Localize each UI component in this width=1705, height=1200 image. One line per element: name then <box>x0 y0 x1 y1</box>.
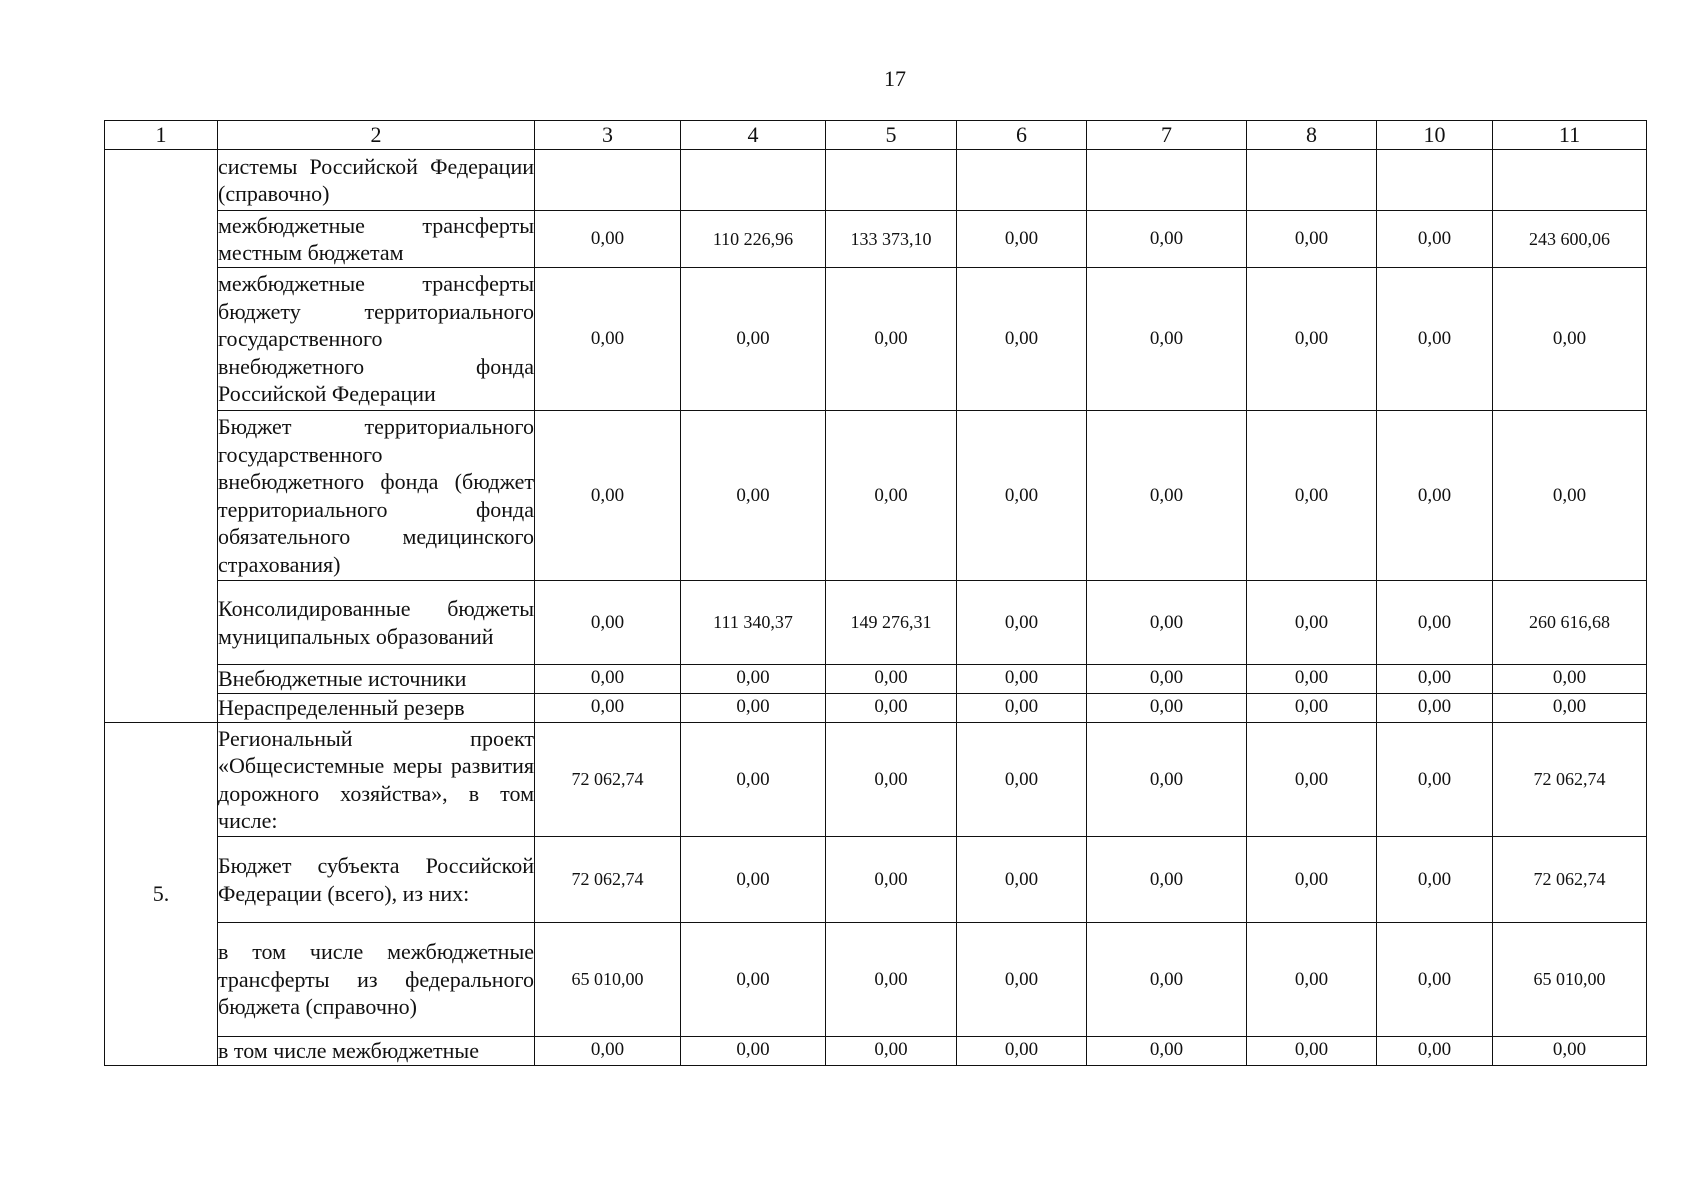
value-cell: 0,00 <box>681 1037 826 1066</box>
value-cell: 0,00 <box>1087 581 1247 665</box>
table-row <box>105 150 1647 211</box>
table-row <box>105 923 1647 1037</box>
row-label: в том числе межбюджетные трансферты из федерального бюджета (справочно) <box>218 923 535 1037</box>
value-cell: 0,00 <box>1493 665 1647 694</box>
value-cell: 0,00 <box>1377 1037 1493 1066</box>
value-cell: 0,00 <box>535 1037 681 1066</box>
row-label: Бюджет территориального государственного внебюджетного фонда (бюджет территориального фонда обязательного медицинского страхования) <box>218 411 535 581</box>
value-cell: 0,00 <box>957 1037 1087 1066</box>
column-header: 10 <box>1377 121 1493 150</box>
value-cell: 0,00 <box>826 923 957 1037</box>
value-cell: 0,00 <box>826 723 957 837</box>
value-cell: 0,00 <box>957 923 1087 1037</box>
value-cell: 72 062,74 <box>1493 723 1647 837</box>
value-cell: 0,00 <box>957 694 1087 723</box>
value-cell: 0,00 <box>1247 723 1377 837</box>
column-header: 8 <box>1247 121 1377 150</box>
value-cell: 0,00 <box>826 1037 957 1066</box>
row-number-cell: 5. <box>105 723 218 1066</box>
value-cell: 0,00 <box>1087 211 1247 268</box>
value-cell: 0,00 <box>535 268 681 411</box>
row-number-cell <box>105 150 218 723</box>
value-cell: 260 616,68 <box>1493 581 1647 665</box>
table-row <box>105 665 1647 694</box>
value-cell: 0,00 <box>681 665 826 694</box>
row-label: системы Российской Федерации (справочно) <box>218 150 535 211</box>
value-cell: 65 010,00 <box>535 923 681 1037</box>
row-label: Региональный проект «Общесистемные меры развития дорожного хозяйства», в том числе: <box>218 723 535 837</box>
value-cell: 0,00 <box>681 837 826 923</box>
row-label: Консолидированные бюджеты муниципальных образований <box>218 581 535 665</box>
value-cell: 0,00 <box>1247 411 1377 581</box>
value-cell: 0,00 <box>1377 923 1493 1037</box>
budget-table <box>104 120 1647 1066</box>
value-cell: 0,00 <box>1493 268 1647 411</box>
value-cell <box>1247 150 1377 211</box>
value-cell: 243 600,06 <box>1493 211 1647 268</box>
value-cell <box>1087 150 1247 211</box>
value-cell: 0,00 <box>957 411 1087 581</box>
value-cell: 0,00 <box>1087 665 1247 694</box>
table-row <box>105 723 1647 837</box>
value-cell: 0,00 <box>1493 1037 1647 1066</box>
value-cell: 0,00 <box>681 923 826 1037</box>
row-label: межбюджетные трансферты местным бюджетам <box>218 211 535 268</box>
value-cell: 0,00 <box>957 211 1087 268</box>
table-row <box>105 837 1647 923</box>
value-cell: 0,00 <box>1377 837 1493 923</box>
value-cell <box>957 150 1087 211</box>
row-label: Бюджет субъекта Российской Федерации (всего), из них: <box>218 837 535 923</box>
value-cell: 0,00 <box>826 411 957 581</box>
value-cell: 0,00 <box>1247 665 1377 694</box>
value-cell: 0,00 <box>1493 694 1647 723</box>
value-cell: 0,00 <box>1087 837 1247 923</box>
value-cell: 0,00 <box>957 665 1087 694</box>
row-label: в том числе межбюджетные <box>218 1037 535 1066</box>
value-cell: 0,00 <box>957 723 1087 837</box>
column-header: 2 <box>218 121 535 150</box>
value-cell: 0,00 <box>1377 723 1493 837</box>
value-cell: 0,00 <box>1087 723 1247 837</box>
value-cell: 0,00 <box>1247 268 1377 411</box>
value-cell: 0,00 <box>535 581 681 665</box>
table-row <box>105 581 1647 665</box>
value-cell: 0,00 <box>535 665 681 694</box>
value-cell: 149 276,31 <box>826 581 957 665</box>
value-cell: 0,00 <box>1493 411 1647 581</box>
value-cell <box>535 150 681 211</box>
value-cell <box>826 150 957 211</box>
column-header: 1 <box>105 121 218 150</box>
value-cell: 0,00 <box>1247 837 1377 923</box>
value-cell: 0,00 <box>1087 694 1247 723</box>
value-cell: 0,00 <box>826 665 957 694</box>
value-cell: 0,00 <box>1247 694 1377 723</box>
value-cell: 110 226,96 <box>681 211 826 268</box>
value-cell: 0,00 <box>1247 581 1377 665</box>
value-cell <box>1377 150 1493 211</box>
table-row <box>105 694 1647 723</box>
value-cell: 0,00 <box>1377 211 1493 268</box>
value-cell: 0,00 <box>535 211 681 268</box>
column-header: 7 <box>1087 121 1247 150</box>
value-cell: 0,00 <box>1377 411 1493 581</box>
value-cell: 133 373,10 <box>826 211 957 268</box>
value-cell: 0,00 <box>1377 694 1493 723</box>
row-label: Внебюджетные источники <box>218 665 535 694</box>
value-cell: 0,00 <box>1087 923 1247 1037</box>
value-cell: 0,00 <box>826 837 957 923</box>
value-cell: 0,00 <box>681 694 826 723</box>
table-row <box>105 411 1647 581</box>
row-label: Нераспределенный резерв <box>218 694 535 723</box>
value-cell: 0,00 <box>1377 581 1493 665</box>
value-cell: 0,00 <box>1377 268 1493 411</box>
column-header: 3 <box>535 121 681 150</box>
value-cell <box>1493 150 1647 211</box>
value-cell: 0,00 <box>1247 923 1377 1037</box>
row-label: межбюджетные трансферты бюджету территориального государственного внебюджетного фонда Российской Федерации <box>218 268 535 411</box>
column-header: 5 <box>826 121 957 150</box>
column-header: 6 <box>957 121 1087 150</box>
value-cell: 0,00 <box>535 694 681 723</box>
value-cell: 72 062,74 <box>535 837 681 923</box>
header-row <box>105 121 1647 150</box>
value-cell: 0,00 <box>535 411 681 581</box>
table-row <box>105 268 1647 411</box>
value-cell: 0,00 <box>957 837 1087 923</box>
value-cell: 65 010,00 <box>1493 923 1647 1037</box>
value-cell: 0,00 <box>681 723 826 837</box>
value-cell: 72 062,74 <box>535 723 681 837</box>
value-cell: 0,00 <box>681 411 826 581</box>
value-cell: 0,00 <box>1087 411 1247 581</box>
table-row <box>105 211 1647 268</box>
value-cell: 0,00 <box>957 268 1087 411</box>
value-cell: 0,00 <box>1087 1037 1247 1066</box>
value-cell <box>681 150 826 211</box>
value-cell: 0,00 <box>681 268 826 411</box>
value-cell: 72 062,74 <box>1493 837 1647 923</box>
value-cell: 0,00 <box>826 694 957 723</box>
value-cell: 0,00 <box>1087 268 1247 411</box>
value-cell: 0,00 <box>1377 665 1493 694</box>
value-cell: 0,00 <box>826 268 957 411</box>
value-cell: 0,00 <box>1247 1037 1377 1066</box>
column-header: 11 <box>1493 121 1647 150</box>
column-header: 4 <box>681 121 826 150</box>
page-number: 17 <box>884 66 906 91</box>
table-row <box>105 1037 1647 1066</box>
value-cell: 0,00 <box>1247 211 1377 268</box>
value-cell: 111 340,37 <box>681 581 826 665</box>
value-cell: 0,00 <box>957 581 1087 665</box>
